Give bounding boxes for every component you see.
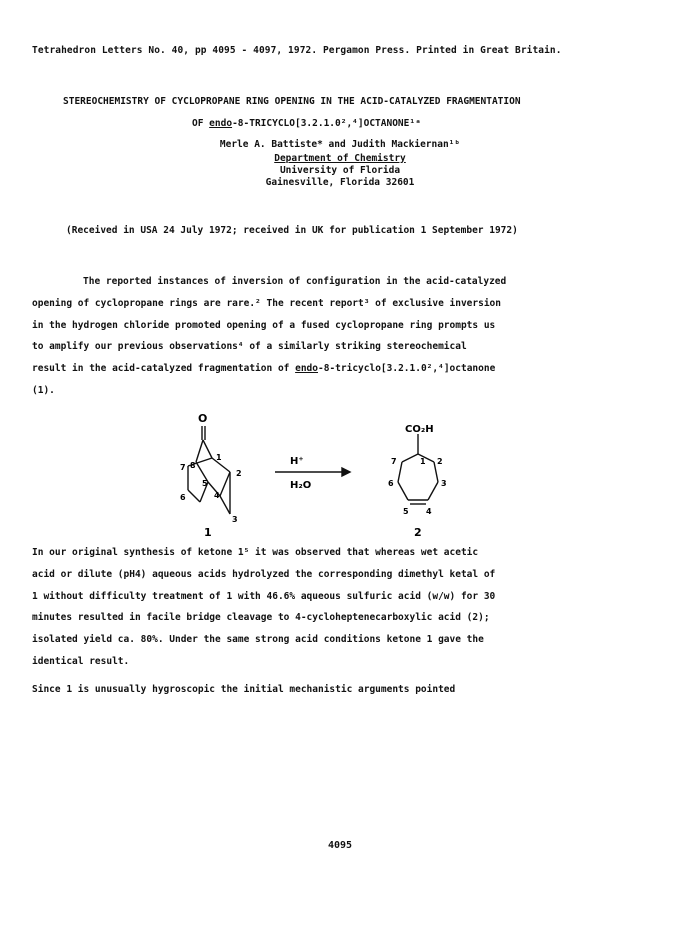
atom-label-2: 2 bbox=[236, 469, 242, 478]
p2-line: 1 without difficulty treatment of 1 with 46.6% aqueous sulfuric acid (w/w) for 30 bbox=[32, 590, 496, 602]
paragraph-2 bbox=[32, 542, 495, 673]
p1-line: to amplify our previous observations⁴ of a similarly striking stereochemical bbox=[32, 341, 467, 353]
atom-label-7: 7 bbox=[180, 463, 186, 472]
product-atom-7: 7 bbox=[391, 457, 397, 466]
authors: Merle A. Battiste* and Judith Mackiernan¹ᵇ bbox=[219, 139, 461, 150]
atom-label-8: 8 bbox=[190, 461, 196, 470]
compound-label-1: 1 bbox=[204, 526, 212, 539]
p2-line: In our original synthesis of ketone 1⁵ it was observed that whereas wet acetic bbox=[32, 547, 479, 558]
title-rest: -8-TRICYCLO[3.2.1.0²,⁴]OCTANONE¹ᵃ bbox=[232, 118, 421, 129]
p2-line: minutes resulted in facile bridge cleavage to 4-cycloheptenecarboxylic acid (2); bbox=[32, 612, 490, 624]
reagent-water: H₂O bbox=[290, 480, 312, 491]
p3-line: Since 1 is unusually hygroscopic the initial mechanistic arguments pointed bbox=[32, 684, 456, 695]
product-atom-3: 3 bbox=[441, 479, 447, 488]
atom-label-5: 5 bbox=[202, 479, 208, 488]
article-title-line1: STEREOCHEMISTRY OF CYCLOPROPANE RING OPENING IN THE ACID-CATALYZED FRAGMENTATION bbox=[63, 96, 521, 107]
title-prefix: OF bbox=[192, 118, 210, 129]
p1-line: result in the acid-catalyzed fragmentation of endo-8-tricyclo[3.2.1.0²,⁴]octanone bbox=[32, 363, 496, 375]
article-title-line2 bbox=[192, 118, 421, 129]
reagent-acid: H⁺ bbox=[290, 456, 304, 467]
product-atom-1: 1 bbox=[420, 457, 426, 466]
reactant-structure bbox=[188, 426, 230, 514]
product-atom-4: 4 bbox=[426, 507, 432, 516]
paragraph-1 bbox=[32, 271, 506, 402]
journal-header: Tetrahedron Letters No. 40, pp 4095 - 4097, 1972. Pergamon Press. Printed in Great Britain. bbox=[32, 45, 562, 56]
compound-label-2: 2 bbox=[414, 526, 422, 539]
atom-label-6: 6 bbox=[180, 493, 186, 502]
atom-label-4: 4 bbox=[214, 491, 220, 500]
p1-line: opening of cyclopropane rings are rare.² The recent report³ of exclusive inversion bbox=[32, 297, 501, 309]
received-dates: (Received in USA 24 July 1972; received in UK for publication 1 September 1972) bbox=[66, 225, 518, 236]
paragraph-3 bbox=[32, 679, 455, 701]
p1-line: The reported instances of inversion of configuration in the acid-catalyzed bbox=[83, 276, 507, 287]
p1-line: in the hydrogen chloride promoted opening of a fused cyclopropane ring prompts us bbox=[32, 319, 496, 331]
product-structure bbox=[398, 434, 438, 504]
carbonyl-oxygen: O bbox=[198, 412, 208, 425]
reaction-scheme bbox=[150, 410, 480, 540]
p1-line: (1). bbox=[32, 384, 55, 396]
product-atom-5: 5 bbox=[403, 507, 409, 516]
page-number: 4095 bbox=[327, 840, 353, 851]
atom-label-3: 3 bbox=[232, 515, 238, 524]
title-endo: endo bbox=[209, 118, 233, 129]
product-atom-2: 2 bbox=[437, 457, 443, 466]
p2-line: acid or dilute (pH4) aqueous acids hydrolyzed the corresponding dimethyl ketal of bbox=[32, 568, 496, 580]
reaction-arrow bbox=[275, 468, 350, 476]
carboxylic-acid-group: CO₂H bbox=[405, 424, 434, 435]
affiliation-city: Gainesville, Florida 32601 bbox=[265, 177, 415, 188]
product-atom-6: 6 bbox=[388, 479, 394, 488]
atom-label-1: 1 bbox=[216, 453, 222, 462]
affiliation-university: University of Florida bbox=[279, 165, 401, 176]
affiliation-department: Department of Chemistry bbox=[274, 153, 406, 164]
p2-line: identical result. bbox=[32, 655, 130, 667]
p2-line: isolated yield ca. 80%. Under the same strong acid conditions ketone 1 gave the bbox=[32, 634, 484, 646]
